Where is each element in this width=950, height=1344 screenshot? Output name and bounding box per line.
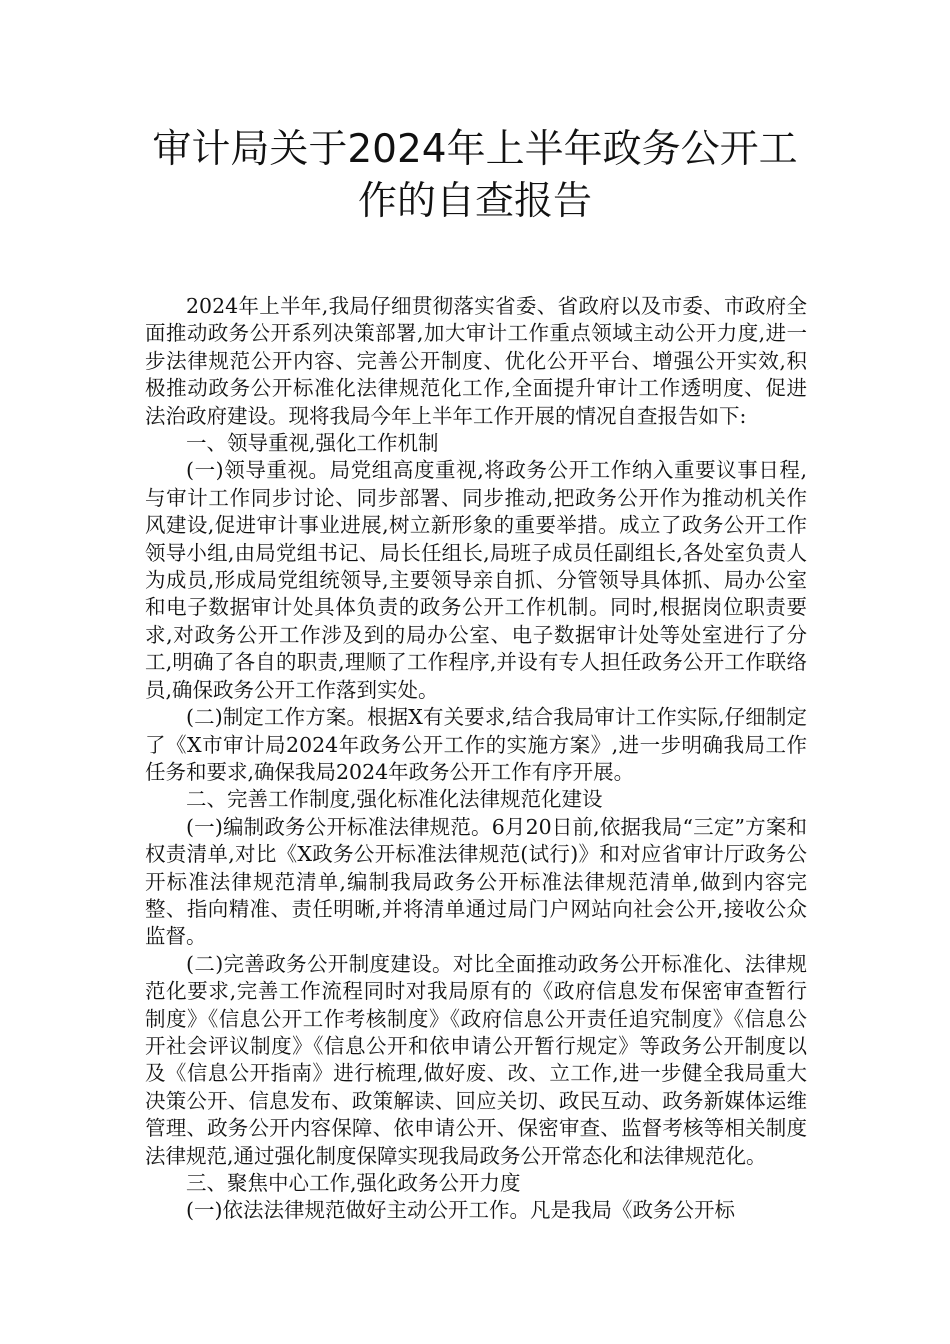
body-paragraph: (一)领导重视。局党组高度重视,将政务公开工作纳入重要议事日程,与审计工作同步讨论、同步部署、同步推动,把政务公开作为推动机关作风建设,促进审计事业进展,树立新形象的重要举措。成立了政务公开工作领导小组,由局党组书记、局长任组长,局班子成员任副组长,各处室负责人为成员,形成局党组统领导,主要领导亲自抓、分管领导具体抓、局办公室和电子数据审计处具体负责的政务公开工作机制。同时,根据岗位职责要求,对政务公开工作涉及到的局办公室、电子数据审计处等处室进行了分工,明确了各自的职责,理顺了工作程序,并设有专人担任政务公开工作联络员,确保政务公开工作落到实处。 xyxy=(145,458,807,702)
intro-paragraph: 2024年上半年,我局仔细贯彻落实省委、省政府以及市委、市政府全面推动政务公开系列决策部署,加大审计工作重点领域主动公开力度,进一步法律规范公开内容、完善公开制度、优化公开平台、增强公开实效,积极推动政务公开标准化法律规范化工作,全面提升审计工作透明度、促进法治政府建设。现将我局今年上半年工作开展的情况自查报告如下: xyxy=(145,294,807,428)
body-paragraph: (一)编制政务公开标准法律规范。6月20日前,依据我局“三定”方案和权责清单,对比《X政务公开标准法律规范(试行)》和对应省审计厅政务公开标准法律规范清单,编制我局政务公开标准法律规范清单,做到内容完整、指向精准、责任明晰,并将清单通过局门户网站向社会公开,接收公众监督。 xyxy=(145,814,807,949)
body-paragraph: (二)制定工作方案。根据X有关要求,结合我局审计工作实际,仔细制定了《X市审计局2024年政务公开工作的实施方案》,进一步明确我局工作任务和要求,确保我局2024年政务公开工作有序开展。 xyxy=(145,705,807,784)
section-heading-2: 二、完善工作制度,强化标准化法律规范化建设 xyxy=(186,787,603,812)
section-heading-1: 一、领导重视,强化工作机制 xyxy=(186,431,439,456)
body-paragraph: (二)完善政务公开制度建设。对比全面推动政务公开标准化、法律规范化要求,完善工作流程同时对我局原有的《政府信息发布保密审查暂行制度》《信息公开工作考核制度》《政府信息公开责任追究制度》《信息公开社会评议制度》《信息公开和依申请公开暂行规定》等政务公开制度以及《信息公开指南》进行梳理,做好废、改、立工作,进一步健全我局重大决策公开、信息发布、政策解读、回应关切、政民互动、政务新媒体运维管理、政务公开内容保障、依申请公开、保密审查、监督考核等相关制度法律规范,通过强化制度保障实现我局政务公开常态化和法律规范化。 xyxy=(145,951,807,1168)
body-paragraph: (一)依法法律规范做好主动公开工作。凡是我局《政务公开标 xyxy=(186,1198,735,1223)
document-body xyxy=(145,293,807,1225)
document-title: 审计局关于2024年上半年政务公开工作的自查报告 xyxy=(152,127,798,224)
section-heading-3: 三、聚焦中心工作,强化政务公开力度 xyxy=(186,1171,521,1195)
